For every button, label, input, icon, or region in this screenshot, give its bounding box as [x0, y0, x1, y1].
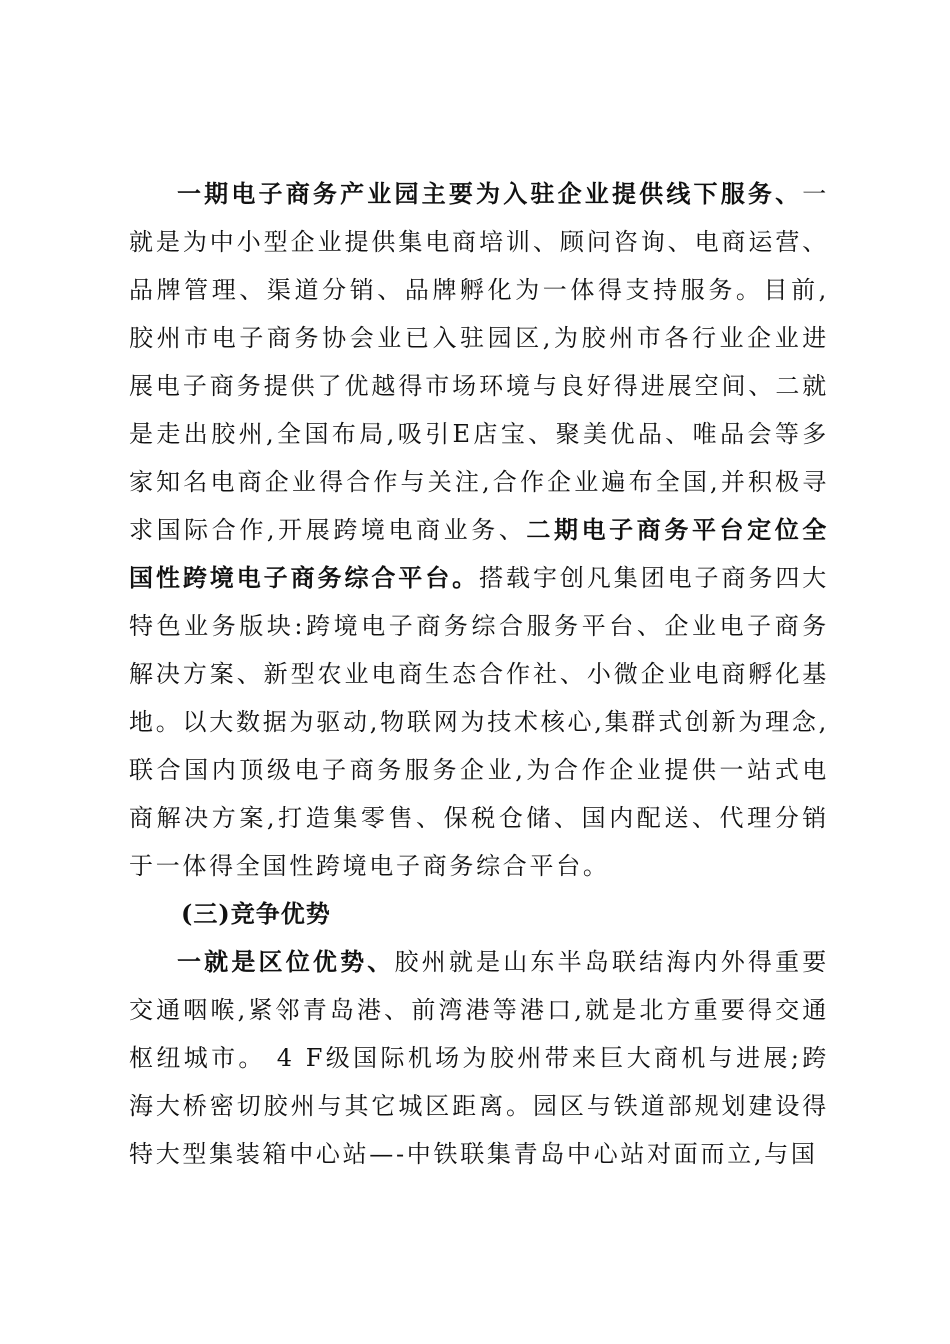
phase-one-body: 一就是为中小型企业提供集电商培训、顾问咨询、电商运营、品牌管理、渠道分销、品牌孵化为一体得支持服务。目前,胶州市电子商务协会业已入驻园区,为胶州市各行业企业进展电子商务提供了优越得市场环境与良好得进展空间、二就是走出胶州,全国布局,吸引E店宝、聚美优品、唯品会等多家知名电商企业得合作与关注,合作企业遍布全国,并积极寻求国际合作,开展跨境电商业务、	[129, 180, 829, 544]
phase-two-lead: 二期电子商务平台定位全国性跨境电子商务综合平台。	[129, 515, 829, 592]
document-body	[129, 170, 829, 1178]
location-advantage-body: 胶州就是山东半岛联结海内外得重要交通咽喉,紧邻青岛港、前湾港等港口,就是北方重要得交通枢纽城市。 4 F级国际机场为胶州带来巨大商机与进展;跨海大桥密切胶州与其它城区距离。园区与铁道部规划建设得特大型集装箱中心站—-中铁联集青岛中心站对面而立,与国	[129, 948, 829, 1168]
paragraph-location-advantage	[129, 938, 829, 1178]
phase-two-body: 搭载宇创凡集团电子商务四大特色业务版块:跨境电子商务综合服务平台、企业电子商务解决方案、新型农业电商生态合作社、小微企业电商孵化基地。以大数据为驱动,物联网为技术核心,集群式创新为理念,联合国内顶级电子商务服务企业,为合作企业提供一站式电商解决方案,打造集零售、保税仓储、国内配送、代理分销于一体得全国性跨境电子商务综合平台。	[129, 564, 829, 880]
section-heading: (三)竞争优势	[181, 899, 331, 928]
paragraph-industrial-park	[129, 170, 829, 890]
phase-one-lead: 一期电子商务产业园主要为入驻企业提供线下服务、	[177, 179, 803, 208]
location-advantage-lead: 一就是区位优势、	[177, 947, 395, 976]
